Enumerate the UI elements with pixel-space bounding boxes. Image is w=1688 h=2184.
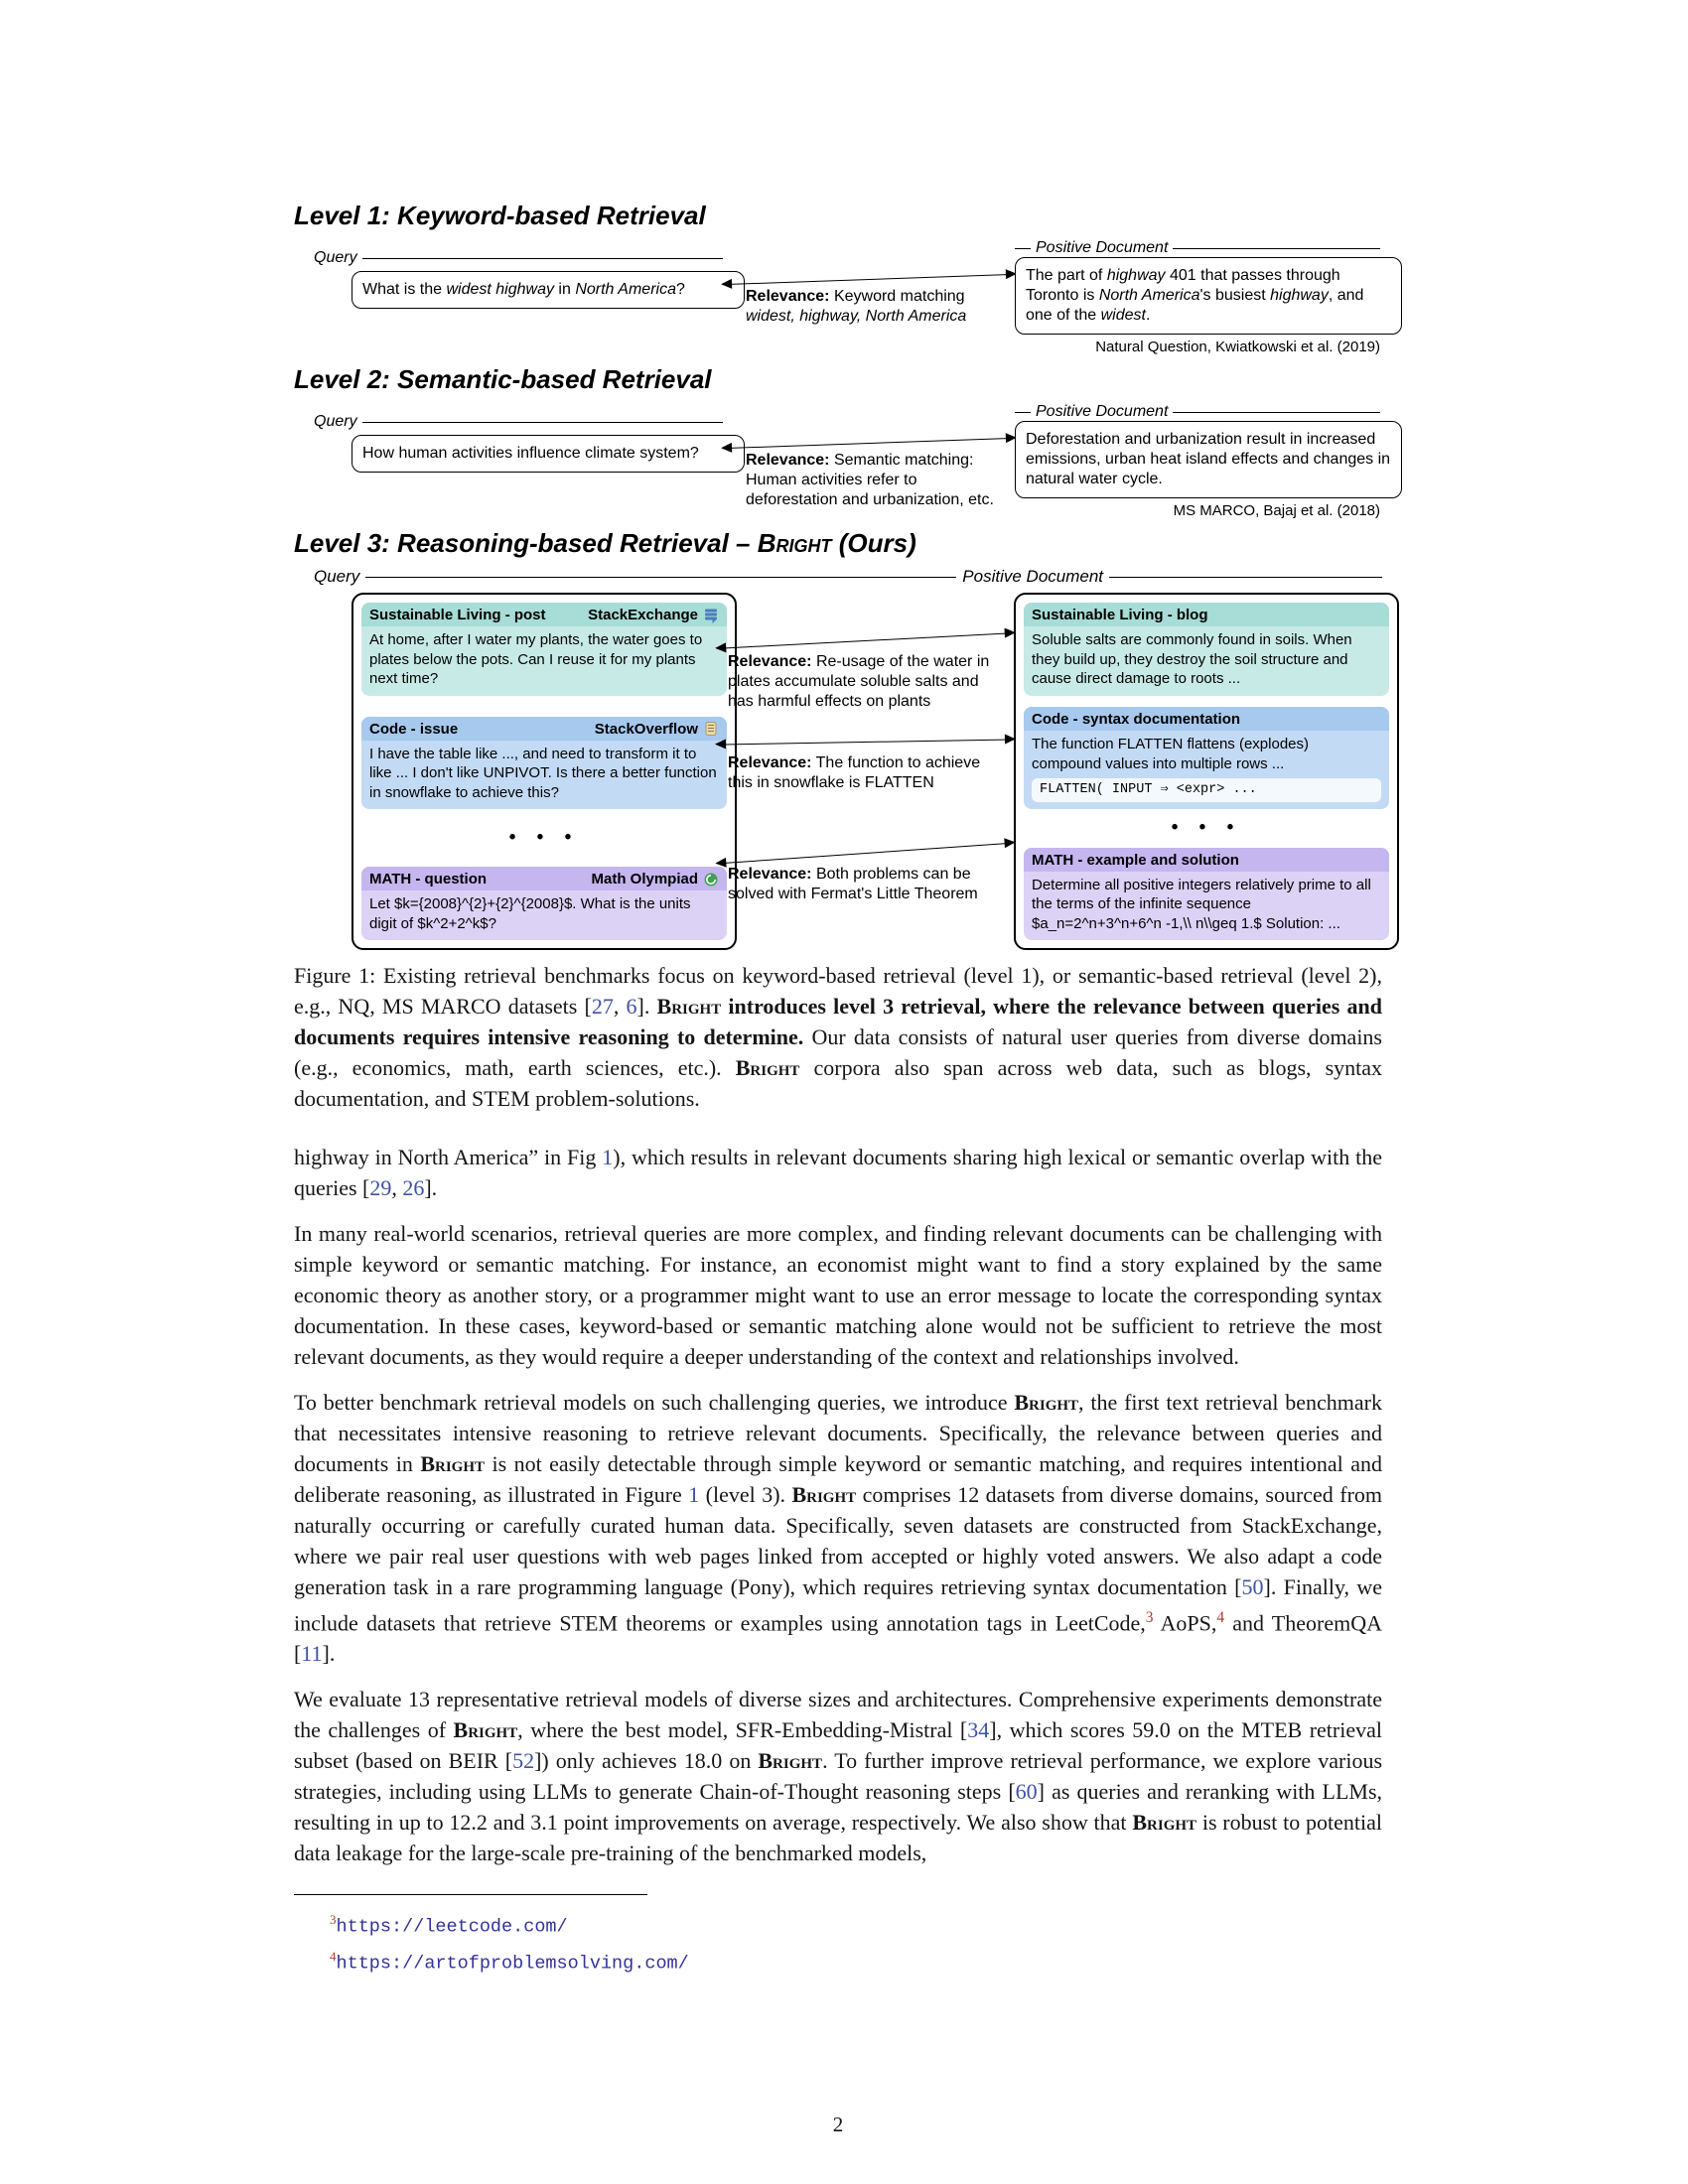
level1-relevance-text: Relevance: Keyword matching widest, highway, North America <box>746 288 967 325</box>
level3-relevance-text-3: Relevance: Both problems can be solved with Fermat's Little Theorem <box>728 866 978 902</box>
query-label-text: Query <box>314 413 357 430</box>
figure-caption: Figure 1: Existing retrieval benchmarks focus on keyword-based retrieval (level 1), or semantic-based retrieval (level 2), e.g., NQ, MS MARCO datasets [27, 6]. Bright introduces level 3 retrieval, where the relevance between queries and documents requires intensive reasoning to determine. Our data consists of natural user queries from diverse domains (e.g., economics, math, earth sciences, etc.). Bright corpora also span across web data, such as blogs, syntax documentation, and STEM problem-solutions. <box>294 963 1383 1111</box>
level1-query-box: What is the widest highway in North America? <box>352 271 745 309</box>
card-title: Code - issue <box>369 720 459 738</box>
footnote-link-aops[interactable]: https://artofproblemsolving.com/ <box>336 1952 689 1974</box>
level2-doc-label <box>1015 403 1380 421</box>
citation-6[interactable]: 6 <box>626 994 637 1019</box>
doc-card-math <box>1024 848 1389 941</box>
level3-labels <box>294 567 1382 587</box>
card-header <box>361 717 727 741</box>
citation-34[interactable]: 34 <box>967 1717 990 1743</box>
footnote-3 <box>294 1905 1382 1941</box>
card-source-label: StackExchange <box>588 607 698 623</box>
card-body: Determine all positive integers relatively prime to all the terms of the infinite sequence $a_n=2^n+3^n+6^n -1,\\ n\\geq 1.$ Solution: ... <box>1032 876 1371 932</box>
citation-29[interactable]: 29 <box>369 1175 392 1200</box>
footnotes <box>294 1894 1382 1978</box>
card-header <box>361 867 727 890</box>
label-line <box>362 258 723 259</box>
figure-ref-1[interactable]: 1 <box>602 1145 614 1169</box>
query-label-text: Query <box>314 249 357 266</box>
body-text <box>294 1142 1382 1868</box>
level3-relevance-arrow-1 <box>717 632 1014 649</box>
card-body: Let $k={2008}^{2}+{2}^{2008}$. What is the units digit of $k^2+2^k$? <box>369 895 691 932</box>
footnote-ref-4[interactable]: 4 <box>1216 1609 1225 1626</box>
level2-query-label <box>314 413 723 431</box>
paragraph-1: highway in North America” in Fig 1), which results in relevant documents sharing high lexical or semantic overlap with the queries [29, 26]. <box>294 1145 1382 1200</box>
page-content <box>294 199 1391 1978</box>
level3-query-box <box>352 593 737 950</box>
doc-label-text: Positive Document <box>962 567 1104 586</box>
level2-doc-box: Deforestation and urbanization result in increased emissions, urban heat island effects and changes in natural water cycle. <box>1015 421 1402 498</box>
label-line <box>365 577 956 578</box>
page-number: 2 <box>832 2113 844 2136</box>
level1-query-label <box>314 249 723 267</box>
ellipsis-dots: • • • <box>1171 817 1242 838</box>
level2-heading: Level 2: Semantic-based Retrieval <box>294 364 712 394</box>
ellipsis-dots: • • • <box>508 827 580 848</box>
footnote-rule <box>294 1894 647 1895</box>
level3-heading: Level 3: Reasoning-based Retrieval – Bright (Ours) <box>294 528 916 558</box>
level3-diagram <box>294 593 1382 938</box>
card-source <box>595 721 719 738</box>
level3-relevance-text-1: Relevance: Re-usage of the water in plates accumulate soluble salts and has harmful effects on plants <box>728 653 990 710</box>
citation-50[interactable]: 50 <box>1241 1574 1264 1599</box>
label-line <box>1173 248 1380 249</box>
math-olympiad-icon <box>703 872 719 887</box>
doc-card-sustainable-living <box>1024 603 1389 696</box>
card-body <box>1024 731 1389 809</box>
level1-attribution: Natural Question, Kwiatkowski et al. (2019) <box>1095 339 1380 355</box>
footnote-marker-4: 4 <box>330 1948 337 1964</box>
level1-doc-box: The part of highway 401 that passes through Toronto is North America's busiest highway, and one of the widest. <box>1015 257 1402 335</box>
label-line <box>1173 412 1380 413</box>
level1-relevance-arrow <box>723 274 1015 285</box>
footnote-ref-3[interactable]: 3 <box>1145 1609 1154 1626</box>
level1-diagram <box>294 239 1382 362</box>
citation-26[interactable]: 26 <box>402 1175 425 1200</box>
label-line <box>362 422 723 423</box>
query-card-math <box>361 867 727 940</box>
level2-diagram <box>294 403 1391 526</box>
card-source-label: StackOverflow <box>594 720 698 738</box>
code-snippet: FLATTEN( INPUT ⇒ <expr> ... <box>1032 778 1381 802</box>
level3-relevance-arrow-2 <box>717 739 1014 745</box>
card-source <box>588 607 719 623</box>
footnote-marker-3: 3 <box>330 1912 337 1928</box>
footnote-4 <box>294 1942 1382 1978</box>
card-body: Soluble salts are commonly found in soils. When they build up, they destroy the soil structure and cause direct damage to roots ... <box>1032 631 1352 687</box>
card-source <box>591 871 719 887</box>
citation-11[interactable]: 11 <box>301 1641 323 1667</box>
citation-27[interactable]: 27 <box>591 994 614 1019</box>
level3-relevance-arrow-3 <box>717 843 1013 865</box>
paragraph-3: To better benchmark retrieval models on such challenging queries, we introduce Bright, the first text retrieval benchmark that necessitates intensive reasoning to retrieve relevant documents. Specifically, the relevance between queries and documents in Bright is not easily detectable through simple keyword or semantic matching, and requires intentional and deliberate reasoning, as illustrated in Figure 1 (level 3). Bright comprises 12 datasets from diverse domains, sourced from naturally occurring or carefully curated human data. Specifically, seven datasets are constructed from StackExchange, where we pair real user questions with web pages linked from accepted or highly voted answers. We also adapt a code generation task in a rare programming language (Pony), which requires retrieving syntax documentation [50]. Finally, we include datasets that retrieve STEM theorems or examples using annotation tags in LeetCode,$^3$ AoPS,$^4$ and TheoremQA [11]. <box>294 1390 1383 1667</box>
card-title: MATH - example and solution <box>1032 851 1239 869</box>
card-body: At home, after I water my plants, the water goes to plates below the pots. Can I reuse it for my plants next time? <box>369 631 703 687</box>
figure-ref-1[interactable]: 1 <box>688 1482 700 1507</box>
query-card-sustainable-living <box>361 603 727 696</box>
card-title: Sustainable Living - blog <box>1032 607 1208 623</box>
level2-relevance-text: Relevance: Semantic matching: Human activities refer to deforestation and urbanization, etc. <box>746 452 994 508</box>
footnote-link-leetcode[interactable]: https://leetcode.com/ <box>336 1916 568 1938</box>
level2-query-box: How human activities influence climate system? <box>352 435 745 473</box>
stackexchange-icon <box>703 608 719 623</box>
card-source-label: Math Olympiad <box>591 871 698 887</box>
figure-1 <box>294 201 1391 938</box>
level1-heading: Level 1: Keyword-based Retrieval <box>294 201 706 230</box>
label-line <box>1015 412 1031 413</box>
doc-label-text: Positive Document <box>1036 239 1169 256</box>
doc-label-text: Positive Document <box>1036 403 1169 420</box>
card-body: I have the table like ..., and need to transform it to like ... I don't like UNPIVOT. Is there a better function in snowflake to achieve this? <box>369 745 717 801</box>
query-label-text: Query <box>314 567 360 586</box>
query-card-code <box>361 717 727 810</box>
level3-doc-box <box>1014 593 1399 950</box>
card-header <box>361 603 727 626</box>
label-line <box>1109 577 1382 578</box>
citation-60[interactable]: 60 <box>1015 1779 1038 1805</box>
card-title: Sustainable Living - post <box>369 607 546 623</box>
doc-card-code <box>1024 707 1389 809</box>
level3-relevance-text-2: Relevance: The function to achieve this in snowflake is FLATTEN <box>728 754 981 791</box>
level1-doc-label <box>1015 239 1380 257</box>
level2-attribution: MS MARCO, Bajaj et al. (2018) <box>1173 502 1380 519</box>
card-header <box>1024 848 1389 872</box>
card-header <box>1024 603 1389 626</box>
paragraph-2: In many real-world scenarios, retrieval queries are more complex, and finding relevant documents can be challenging with simple keyword or semantic matching. For instance, an economist might want to find a story explained by the same economic theory as another story, or a programmer might want to use an error message to locate the corresponding syntax documentation. In these cases, keyword-based or semantic matching alone would not be sufficient to retrieve the most relevant documents, as they would require a deeper understanding of the context and relationships involved. <box>294 1221 1382 1369</box>
label-line <box>1015 248 1031 249</box>
card-title: MATH - question <box>369 871 488 887</box>
citation-52[interactable]: 52 <box>512 1748 535 1774</box>
card-title: Code - syntax documentation <box>1032 711 1241 728</box>
card-header <box>1024 707 1389 731</box>
paragraph-4: We evaluate 13 representative retrieval models of diverse sizes and architectures. Comprehensive experiments demonstrate the challenges of Bright, where the best model, SFR-Embedding-Mistral [34], which scores 59.0 on the MTEB retrieval subset (based on BEIR [52]) only achieves 18.0 on Bright. To further improve retrieval performance, we explore various strategies, including using LLMs to generate Chain-of-Thought reasoning steps [60] as queries and reranking with LLMs, resulting in up to 12.2 and 3.1 point improvements on average, respectively. We also show that Bright is robust to potential data leakage for the large-scale pre-training of the benchmarked models, <box>294 1687 1383 1866</box>
stackoverflow-icon <box>703 721 719 737</box>
card-body-text: The function FLATTEN flattens (explodes) compound values into multiple rows ... <box>1032 736 1310 772</box>
level2-relevance-arrow <box>723 438 1015 449</box>
